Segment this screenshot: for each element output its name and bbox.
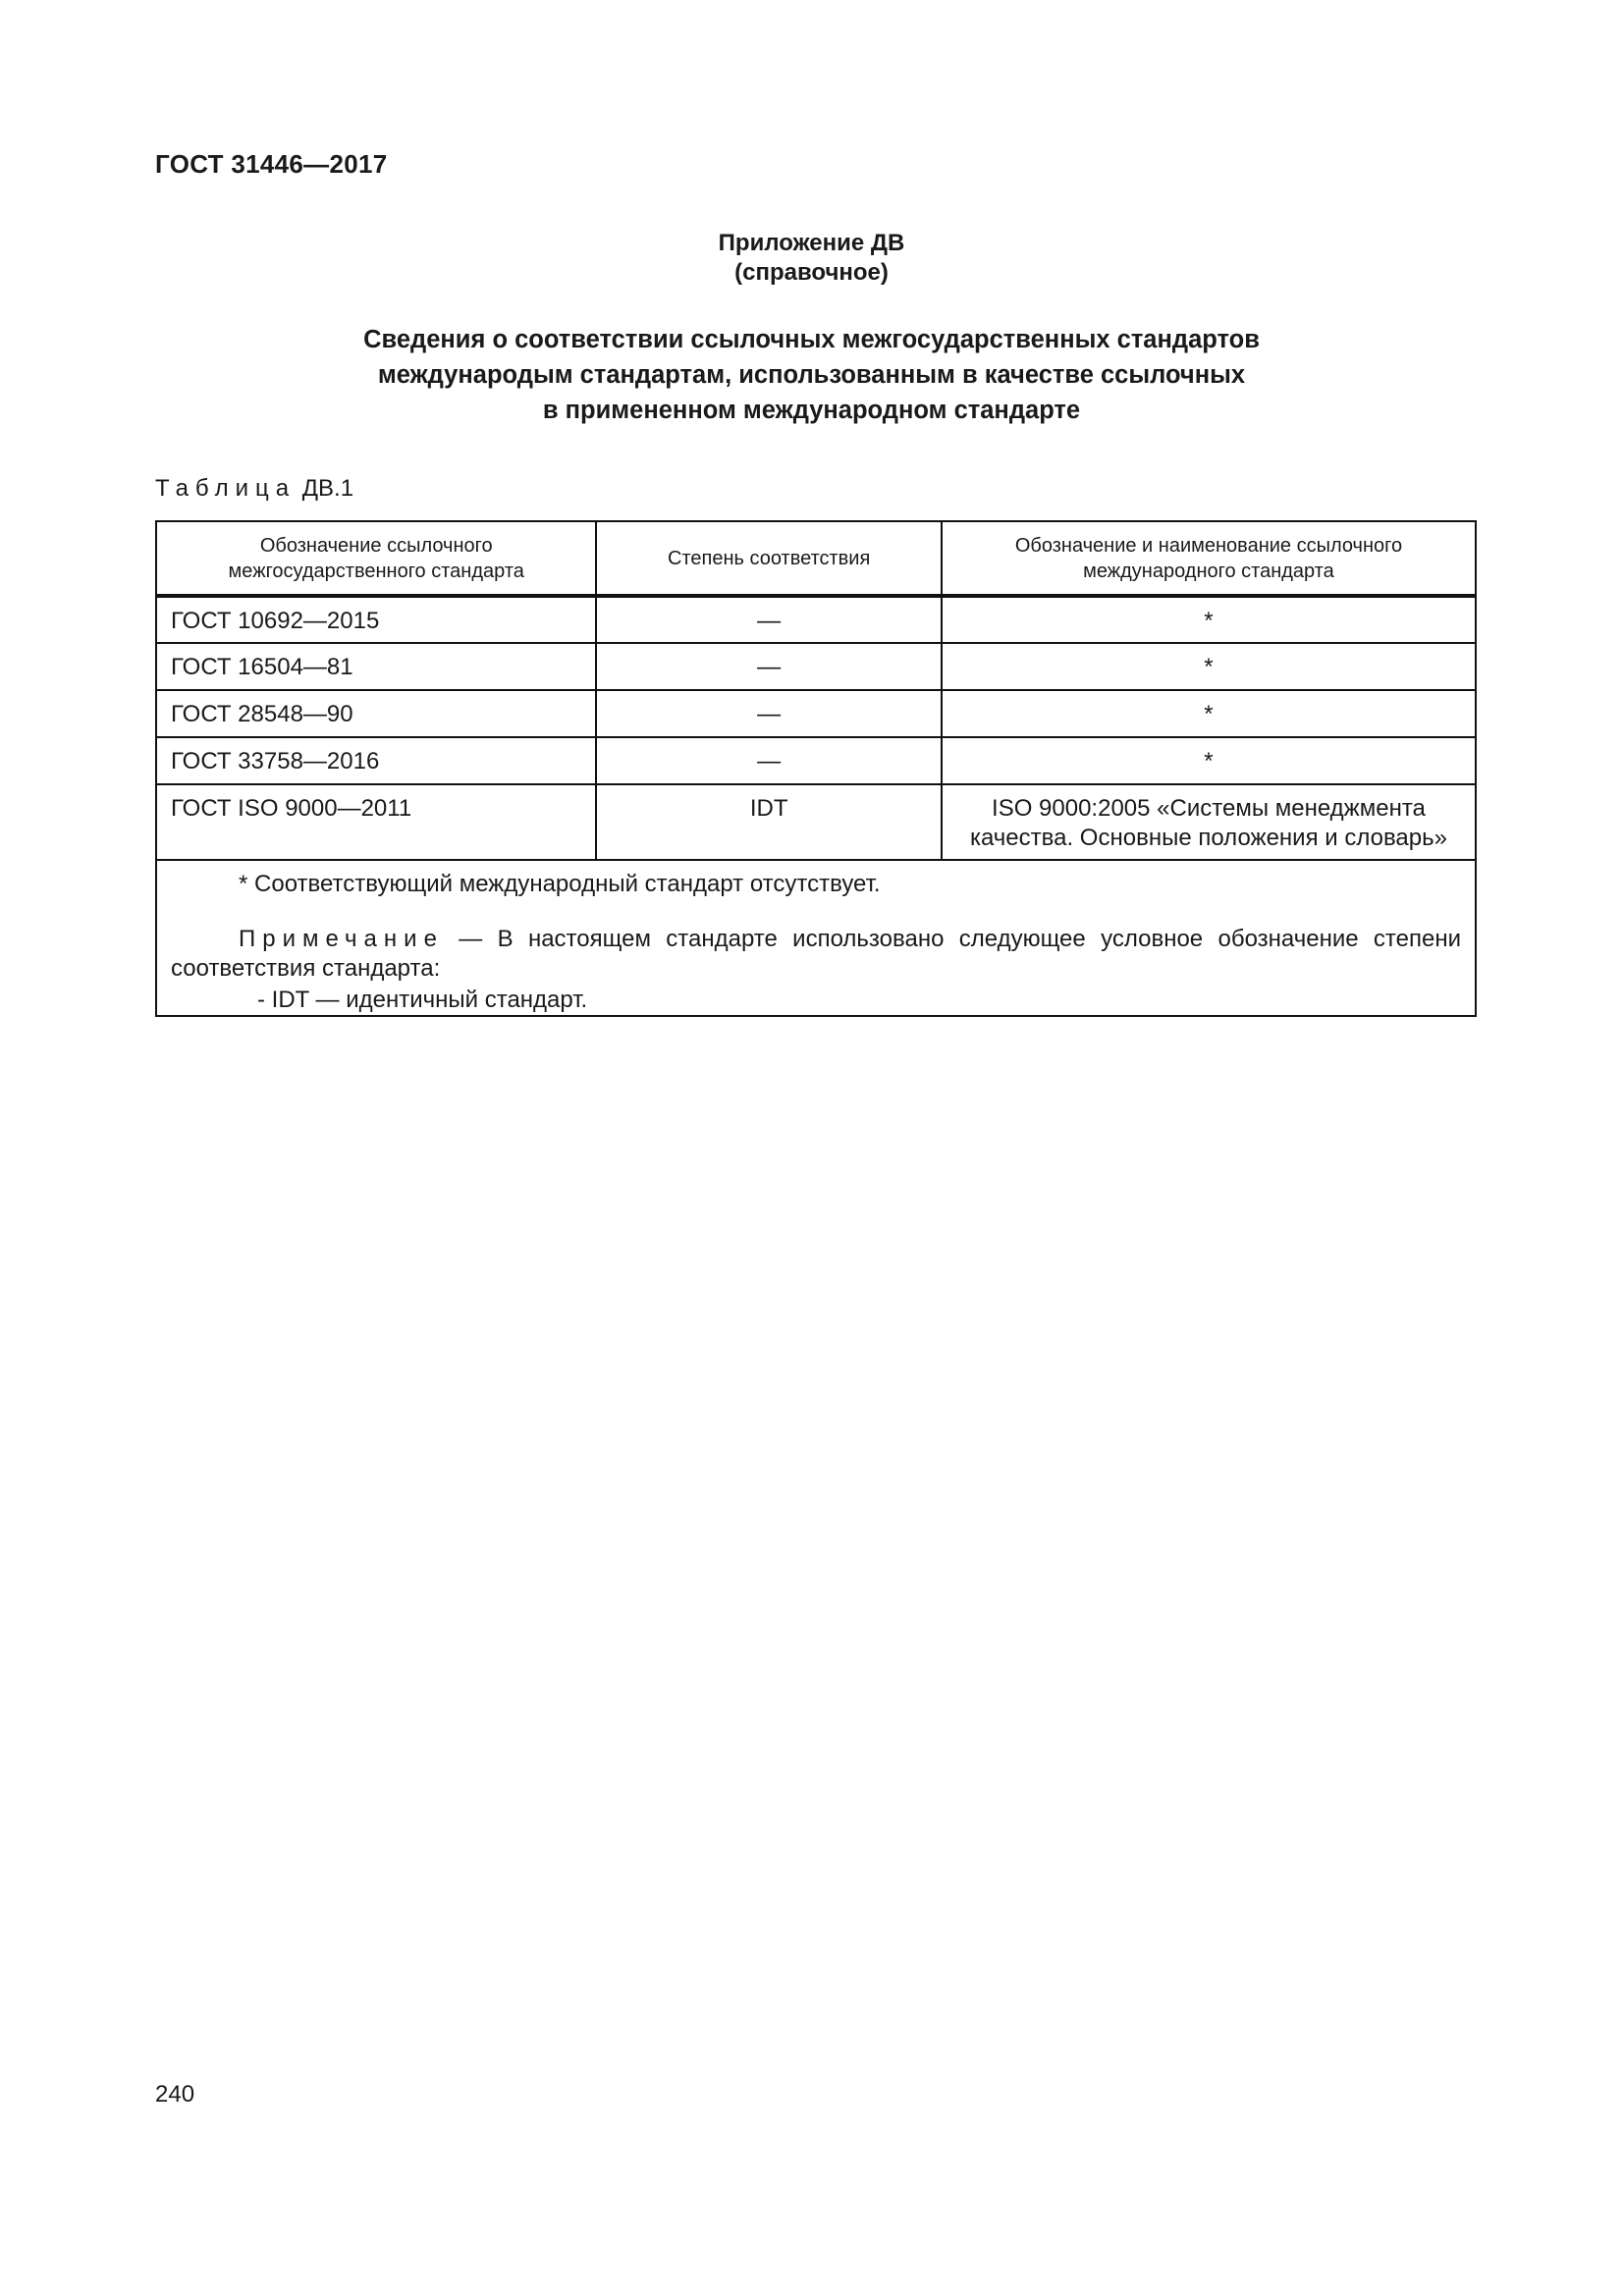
- header-line: межгосударственного стандарта: [228, 560, 524, 582]
- cell-degree: —: [596, 690, 941, 737]
- table-note: [171, 925, 1461, 984]
- cell-international: *: [942, 596, 1476, 643]
- table-caption-word: Таблица: [155, 475, 297, 502]
- column-header-degree: [596, 521, 941, 596]
- column-header-international-standard: [942, 521, 1476, 596]
- table-header-row: [156, 521, 1476, 596]
- header-line: Обозначение и наименование ссылочного: [1014, 534, 1403, 557]
- cell-degree: —: [596, 737, 941, 784]
- appendix-title: Приложение ДВ: [718, 230, 905, 256]
- appendix-subject-title: [0, 322, 1623, 428]
- iso-line: качества. Основные положения и словарь»: [969, 825, 1447, 851]
- iso-line: ISO 9000:2005 «Системы менеджмента: [992, 795, 1426, 822]
- cell-international: *: [942, 643, 1476, 690]
- cell-international: [942, 784, 1476, 860]
- cell-standard: ГОСТ ISO 9000—2011: [156, 784, 596, 860]
- table-notes-row: [156, 860, 1476, 1016]
- table-notes: [156, 860, 1476, 1016]
- cell-standard: ГОСТ 33758—2016: [156, 737, 596, 784]
- cell-standard: ГОСТ 28548—90: [156, 690, 596, 737]
- cell-standard: ГОСТ 10692—2015: [156, 596, 596, 643]
- cell-degree: —: [596, 643, 941, 690]
- header-line: Степень соответствия: [668, 547, 871, 569]
- note-text: — В настоящем стандарте использовано следующее условное обозначение степени соответствия стандарта:: [171, 926, 1461, 982]
- table-footnote: * Соответствующий международный стандарт отсутствует.: [239, 871, 881, 897]
- cell-degree: IDT: [596, 784, 941, 860]
- page-number: 240: [155, 2081, 195, 2108]
- cell-international: *: [942, 690, 1476, 737]
- note-label: Примечание: [239, 926, 444, 952]
- column-header-interstate-standard: [156, 521, 596, 596]
- table-row: [156, 690, 1476, 737]
- cell-international: *: [942, 737, 1476, 784]
- cell-degree: —: [596, 596, 941, 643]
- title-line: международым стандартам, использованным в качестве ссылочных: [377, 361, 1246, 389]
- table-row: [156, 737, 1476, 784]
- table-caption-number: ДВ.1: [301, 475, 354, 502]
- appendix-type: (справочное): [734, 259, 889, 286]
- reference-standards-table: [155, 520, 1477, 1017]
- note-list-item: - IDT — идентичный стандарт.: [257, 987, 588, 1013]
- title-line: Сведения о соответствии ссылочных межгосударственных стандартов: [363, 326, 1260, 353]
- cell-standard: ГОСТ 16504—81: [156, 643, 596, 690]
- header-line: Обозначение ссылочного: [259, 534, 493, 557]
- table-row: [156, 784, 1476, 860]
- table-row: [156, 643, 1476, 690]
- header-line: международного стандарта: [1083, 560, 1334, 582]
- table-row: [156, 596, 1476, 643]
- appendix-heading: [0, 229, 1623, 288]
- title-line: в примененном международном стандарте: [542, 397, 1081, 424]
- document-code: ГОСТ 31446—2017: [155, 149, 388, 179]
- table-caption: [155, 475, 353, 503]
